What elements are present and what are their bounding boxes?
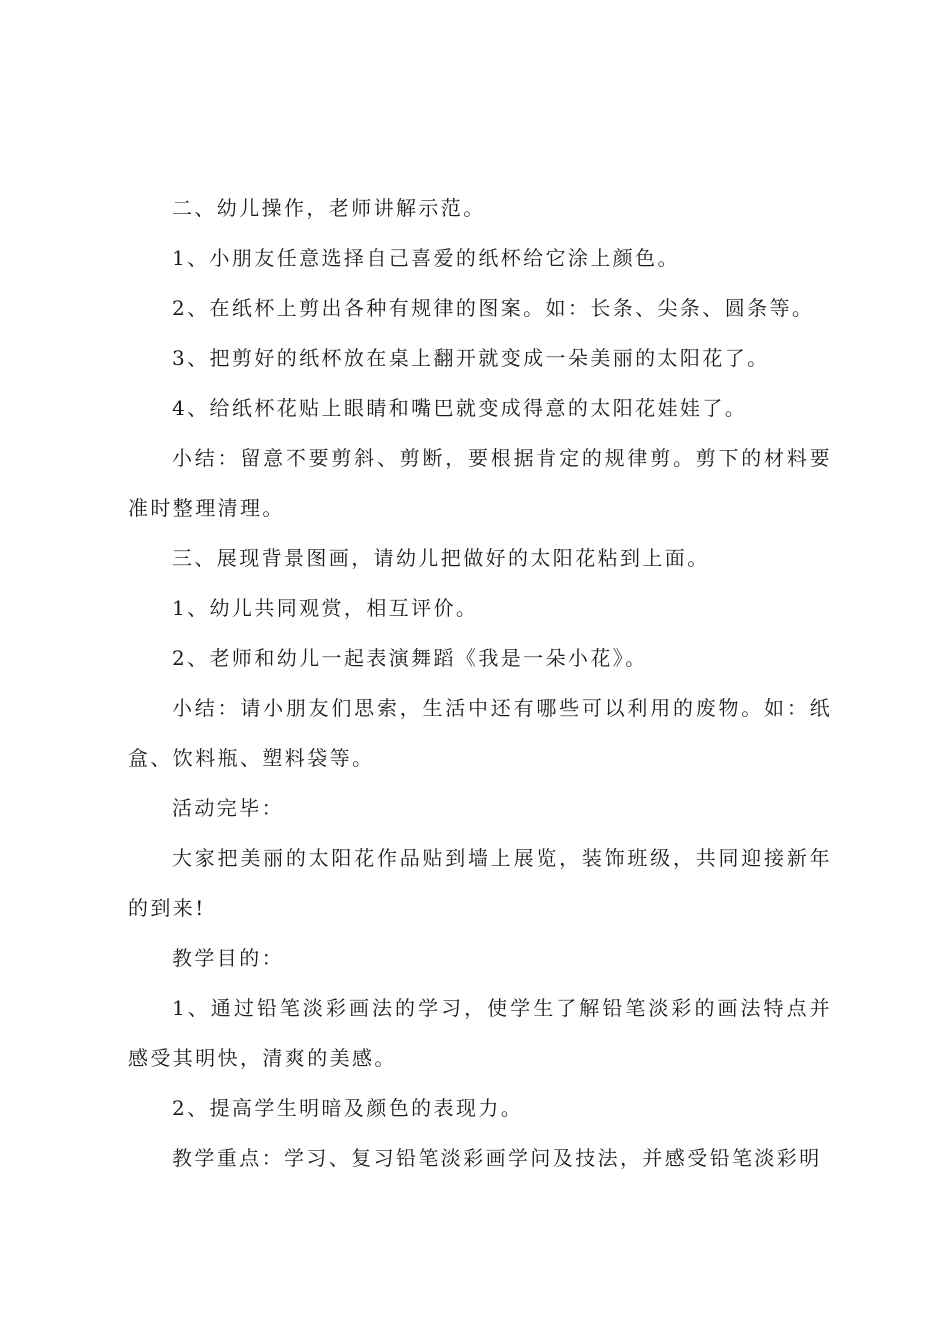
section-heading-2: 二、幼儿操作，老师讲解示范。: [172, 196, 486, 220]
summary-2: 小结：请小朋友们思索，生活中还有哪些可以利用的废物。如：纸盒、饮料瓶、塑料袋等。: [128, 696, 832, 770]
teaching-goal-heading: 教学目的：: [172, 946, 284, 970]
activity-end-text: 大家把美丽的太阳花作品贴到墙上展览，装饰班级，共同迎接新年的到来!: [128, 846, 832, 920]
section-heading-3: 三、展现背景图画，请幼儿把做好的太阳花粘到上面。: [172, 546, 710, 570]
activity-end-heading: 活动完毕：: [172, 796, 284, 820]
teaching-focus: 教学重点：学习、复习铅笔淡彩画学问及技法，并感受铅笔淡彩明: [172, 1146, 822, 1170]
activity-2: 2、老师和幼儿一起表演舞蹈《我是一朵小花》。: [172, 646, 648, 670]
activity-1: 1、幼儿共同观赏，相互评价。: [172, 596, 479, 620]
step-3: 3、把剪好的纸杯放在桌上翻开就变成一朵美丽的太阳花了。: [172, 346, 770, 370]
teaching-goal-2: 2、提高学生明暗及颜色的表现力。: [172, 1096, 524, 1120]
teaching-goal-1: 1、通过铅笔淡彩画法的学习，使学生了解铅笔淡彩的画法特点并感受其明快，清爽的美感。: [128, 996, 832, 1070]
step-1: 1、小朋友任意选择自己喜爱的纸杯给它涂上颜色。: [172, 246, 680, 270]
document-page: [128, 183, 832, 1183]
step-4: 4、给纸杯花贴上眼睛和嘴巴就变成得意的太阳花娃娃了。: [172, 396, 748, 420]
step-2: 2、在纸杯上剪出各种有规律的图案。如：长条、尖条、圆条等。: [172, 296, 815, 320]
summary-1: 小结：留意不要剪斜、剪断，要根据肯定的规律剪。剪下的材料要准时整理清理。: [128, 446, 832, 520]
